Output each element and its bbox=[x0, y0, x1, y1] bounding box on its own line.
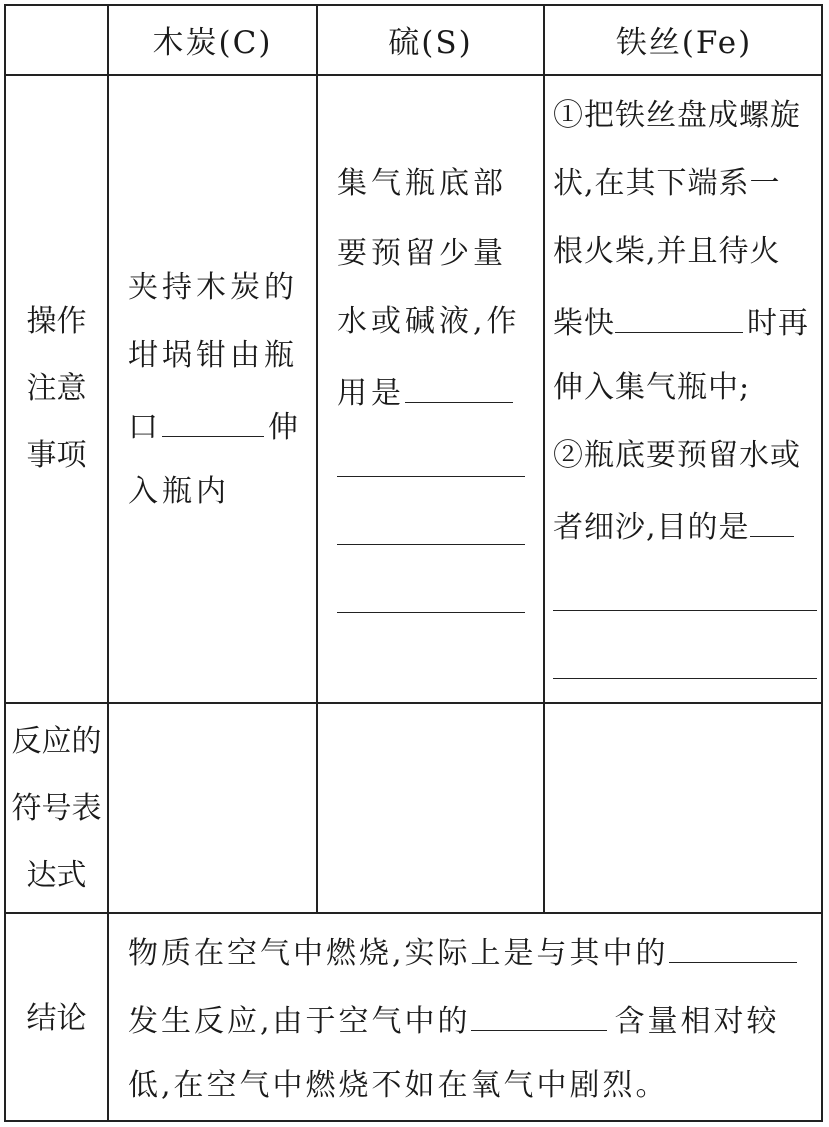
iron-text: ②瓶底要预留水或 bbox=[553, 438, 801, 473]
row-label-conclusion: 结论 bbox=[26, 1001, 87, 1036]
grid-line bbox=[4, 702, 823, 704]
answer-blank bbox=[337, 612, 525, 613]
carbon-text: 坩埚钳由瓶 bbox=[128, 338, 298, 373]
row-label-operation: 操作 注意 事项 bbox=[26, 304, 87, 473]
carbon-text: 夹持木炭的 bbox=[128, 270, 298, 305]
header-iron: 铁丝(Fe) bbox=[615, 24, 753, 61]
sulfur-text: 水或碱液,作 bbox=[337, 304, 521, 339]
answer-blank bbox=[615, 300, 743, 333]
grid-line bbox=[4, 912, 823, 914]
iron-text: 者细沙,目的是 bbox=[553, 504, 794, 548]
grid-line bbox=[316, 4, 318, 912]
header-carbon: 木炭(C) bbox=[152, 24, 273, 61]
answer-blank bbox=[405, 370, 513, 403]
grid-line bbox=[4, 74, 823, 76]
answer-blank bbox=[337, 544, 525, 545]
iron-text: 伸入集气瓶中; bbox=[553, 370, 751, 405]
answer-blank bbox=[669, 930, 797, 963]
iron-text: 柴快 时再 bbox=[553, 300, 809, 344]
grid-line bbox=[107, 4, 109, 1122]
grid-line bbox=[543, 4, 545, 912]
conclusion-text: 发生反应,由于空气中的 含量相对较 bbox=[128, 998, 780, 1042]
answer-blank bbox=[162, 404, 264, 437]
iron-text: 根火柴,并且待火 bbox=[553, 234, 781, 269]
answer-blank bbox=[471, 998, 607, 1031]
carbon-text: 口 伸 bbox=[128, 404, 302, 448]
carbon-text: 入瓶内 bbox=[128, 474, 230, 509]
header-sulfur: 硫(S) bbox=[388, 24, 473, 61]
sulfur-text: 要预留少量 bbox=[337, 236, 507, 271]
iron-text: 状,在其下端系一 bbox=[553, 166, 781, 201]
answer-blank bbox=[337, 476, 525, 477]
answer-blank bbox=[750, 504, 794, 537]
conclusion-text: 物质在空气中燃烧,实际上是与其中的 bbox=[128, 930, 797, 974]
iron-text: ①把铁丝盘成螺旋 bbox=[553, 98, 801, 133]
answer-blank bbox=[553, 678, 817, 679]
sulfur-text: 集气瓶底部 bbox=[337, 166, 507, 201]
answer-blank bbox=[553, 610, 817, 611]
row-label-equation: 反应的 符号表 达式 bbox=[11, 724, 102, 893]
conclusion-text: 低,在空气中燃烧不如在氧气中剧烈。 bbox=[128, 1068, 669, 1103]
sulfur-text: 用是 bbox=[337, 370, 513, 414]
